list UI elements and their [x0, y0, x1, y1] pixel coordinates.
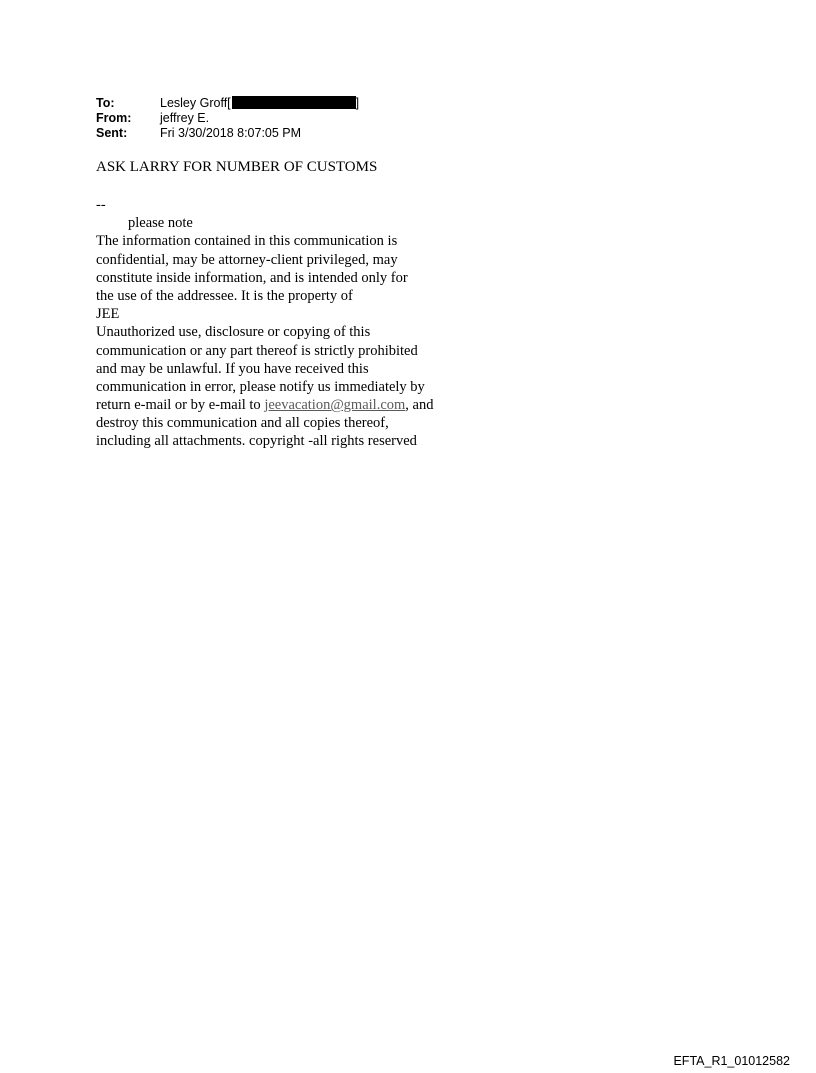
- disclaimer-line: the use of the addressee. It is the property of: [96, 287, 353, 304]
- email-address-link[interactable]: jeevacation@gmail.com: [264, 397, 406, 414]
- disclaimer-line: including all attachments. copyright -all rights reserved: [96, 433, 417, 450]
- to-recipient-end: ]: [355, 96, 360, 110]
- disclaimer-line-with-link: [96, 396, 433, 414]
- disclaimer-line: communication or any part thereof is strictly prohibited: [96, 342, 418, 359]
- disclaimer-line: and may be unlawful. If you have received this: [96, 360, 369, 377]
- email-header: [96, 96, 359, 141]
- disclaimer-line: communication in error, please notify us immediately by: [96, 378, 425, 395]
- disclaimer-line: JEE: [96, 306, 120, 323]
- email-signature: [96, 196, 433, 451]
- from-value: jeffrey E.: [160, 111, 210, 125]
- sent-row: [96, 126, 359, 141]
- disclaimer-line: constitute inside information, and is intended only for: [96, 269, 408, 286]
- to-row: [96, 96, 359, 111]
- from-row: [96, 111, 359, 126]
- please-note-text: please note: [128, 215, 193, 232]
- email-body-message: ASK LARRY FOR NUMBER OF CUSTOMS: [96, 159, 378, 175]
- signature-separator: --: [96, 197, 106, 213]
- redaction-box: [232, 96, 356, 109]
- from-label: From:: [96, 111, 132, 125]
- disclaimer-line: Unauthorized use, disclosure or copying of this: [96, 324, 371, 341]
- to-recipient: Lesley Groff[: [160, 96, 231, 110]
- disclaimer-line: The information contained in this communication is: [96, 233, 398, 250]
- sent-label: Sent:: [96, 126, 128, 140]
- sent-value: Fri 3/30/2018 8:07:05 PM: [160, 126, 302, 140]
- disclaimer-line: destroy this communication and all copies thereof,: [96, 415, 389, 432]
- to-value: [160, 96, 359, 111]
- disclaimer-line: confidential, may be attorney-client privileged, may: [96, 251, 398, 268]
- to-label: To:: [96, 96, 115, 110]
- disclaimer-text: , and: [405, 397, 434, 414]
- document-id: EFTA_R1_01012582: [673, 1054, 790, 1068]
- disclaimer-text: return e-mail or by e-mail to: [96, 397, 265, 414]
